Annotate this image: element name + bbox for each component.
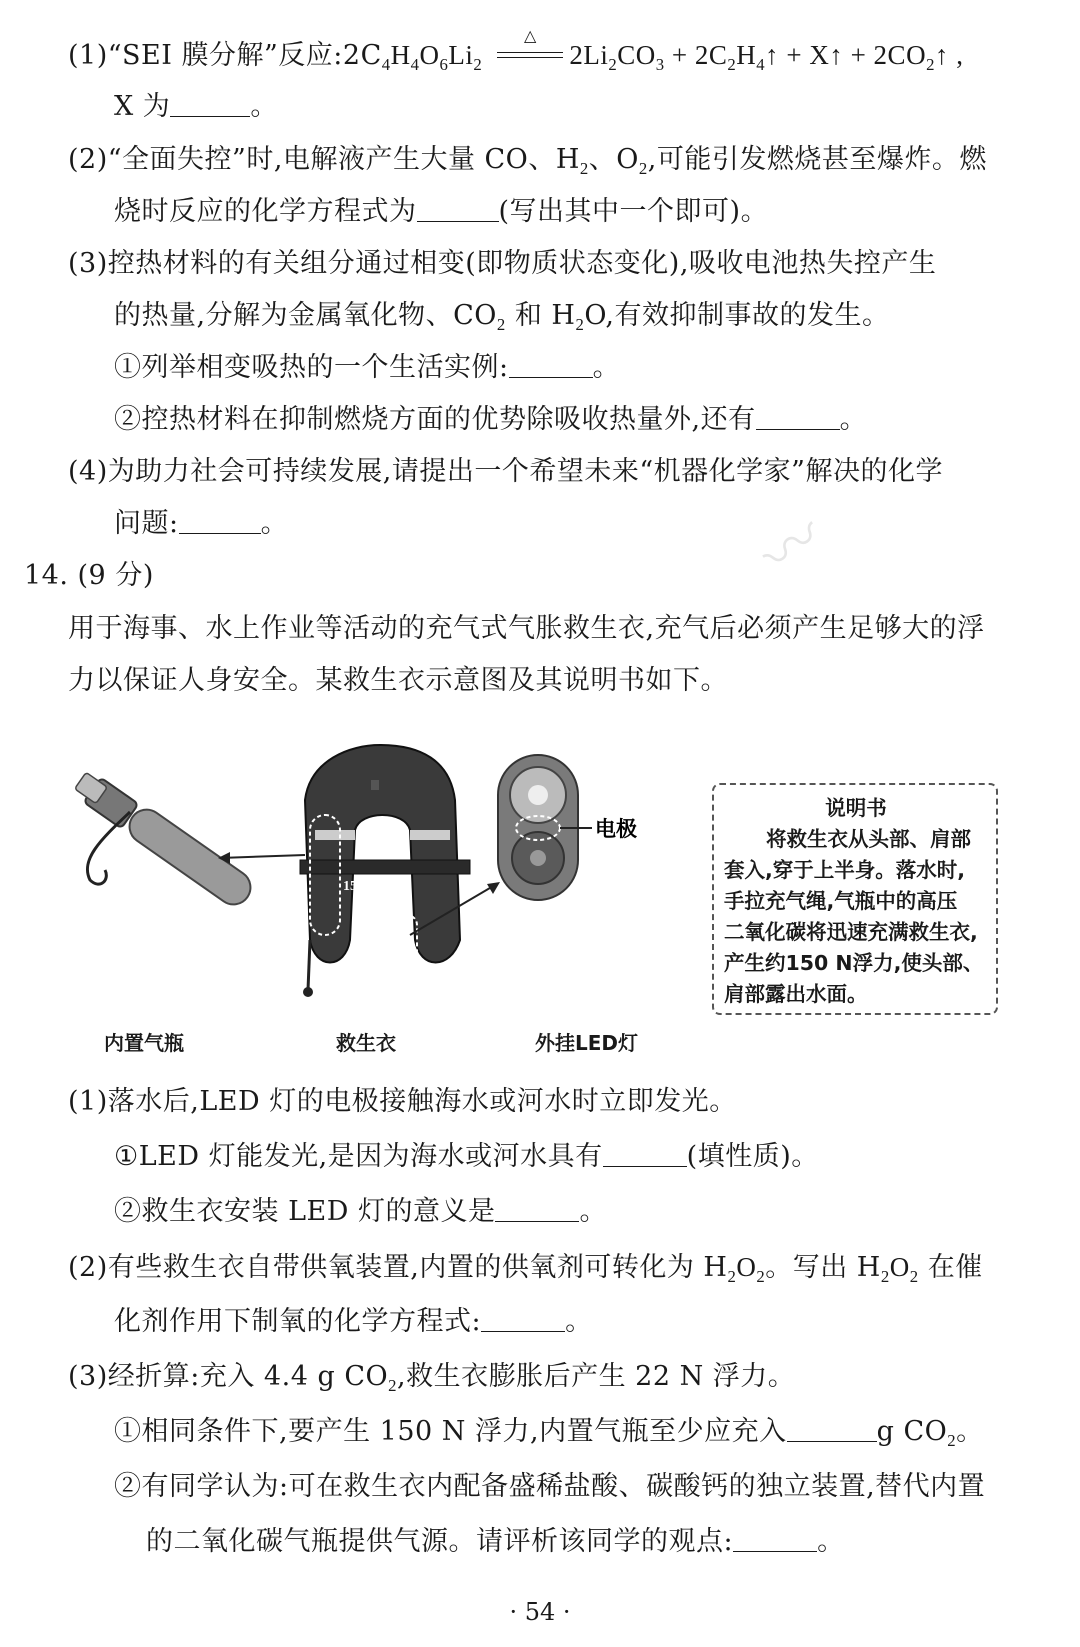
answer-blank[interactable]: [495, 1197, 579, 1222]
manual-line: 手拉充气绳,气瓶中的高压: [724, 889, 958, 913]
caption-led-light: 外挂LED灯: [535, 1031, 639, 1055]
answer-blank[interactable]: [481, 1307, 565, 1332]
q14-header: 14. (9 分): [24, 560, 154, 591]
q13-part2-line1: (2)“全面失控”时,电解液产生大量 CO、$H_2$、$O_2$,可能引发燃烧甚至爆炸。燃: [68, 144, 987, 178]
caption-gas-cylinder: 内置气瓶: [104, 1031, 184, 1055]
equation-condition-arrow: △: [495, 38, 565, 68]
q13-part3-sub1: ①列举相变吸热的一个生活实例: 。: [114, 352, 621, 383]
answer-blank[interactable]: [179, 509, 261, 534]
gas-cylinder-icon: [75, 772, 257, 911]
q14-part3-sub1: ①相同条件下,要产生 150 N 浮力,内置气瓶至少应充入 g $CO_2$。: [114, 1416, 984, 1450]
life-vest-icon: [300, 745, 470, 997]
q13-part1-line1: (1)“SEI 膜分解”反应$:2C_4H_4O_6Li_2$ △ $2Li_2CO_3$ + $2C_2H_4↑$ + X↑ + $2CO_2↑$ ,: [68, 26, 964, 74]
electrode-label: 电极: [595, 817, 637, 841]
q13-part1-line2: X 为 。: [114, 91, 278, 122]
q14-part2-line2: 化剂作用下制氧的化学方程式: 。: [114, 1306, 593, 1337]
manual-title: 说明书: [825, 796, 887, 820]
q14-intro-line1: 用于海事、水上作业等活动的充气式气胀救生衣,充气后必须产生足够大的浮: [68, 613, 985, 644]
pointer-arrow: [220, 855, 305, 858]
q13-part3-line2: 的热量,分解为金属氧化物、$CO_2$ 和 $H_2O$,有效抑制事故的发生。: [114, 300, 890, 334]
manual-line: 肩部露出水面。: [724, 982, 868, 1006]
answer-blank[interactable]: [756, 405, 840, 430]
manual-line: 二氧化碳将迅速充满救生衣,: [724, 920, 978, 944]
q14-part3-sub2-line2: 的二氧化碳气瓶提供气源。请评析该同学的观点: 。: [146, 1526, 845, 1557]
q13-part4-line2: 问题: 。: [114, 508, 289, 539]
vest-buoyancy-label: 150 N: [343, 879, 378, 894]
manual-line: 将救生衣从头部、肩部: [766, 827, 971, 851]
q13-part2-line2: 烧时反应的化学方程式为 (写出其中一个即可)。: [114, 196, 769, 227]
caption-life-vest: 救生衣: [336, 1031, 396, 1055]
watermark: 〰: [748, 501, 838, 593]
answer-blank[interactable]: [170, 92, 250, 117]
q14-part1-sub1: ①LED 灯能发光,是因为海水或河水具有 (填性质)。: [114, 1141, 819, 1172]
manual-line: 套入,穿于上半身。落水时,: [724, 858, 966, 882]
q14-part1-sub2: ②救生衣安装 LED 灯的意义是 。: [114, 1196, 607, 1227]
led-light-icon: [498, 755, 592, 900]
page-number: · 54 ·: [509, 1598, 571, 1626]
q13-part3-line1: (3)控热材料的有关组分通过相变(即物质状态变化),吸收电池热失控产生: [68, 248, 937, 279]
answer-blank[interactable]: [603, 1142, 687, 1167]
q13-part3-sub2: ②控热材料在抑制燃烧方面的优势除吸收热量外,还有 。: [114, 404, 868, 435]
q13-part4-line1: (4)为助力社会可持续发展,请提出一个希望未来“机器化学家”解决的化学: [68, 456, 943, 487]
life-jacket-figure: [60, 740, 700, 1030]
q14-part3-line1: (3)经折算:充入 4.4 g $CO_2$,救生衣膨胀后产生 22 N 浮力。: [68, 1361, 796, 1395]
answer-blank[interactable]: [417, 197, 499, 222]
q14-part2-line1: (2)有些救生衣自带供氧装置,内置的供氧剂可转化为 $H_2O_2$。写出 $H_2O_2$ 在催: [68, 1252, 983, 1286]
instruction-manual-box: [712, 783, 998, 1015]
answer-blank[interactable]: [509, 353, 593, 378]
q14-part3-sub2-line1: ②有同学认为:可在救生衣内配备盛稀盐酸、碳酸钙的独立装置,替代内置: [114, 1471, 986, 1502]
q14-part1-line: (1)落水后,LED 灯的电极接触海水或河水时立即发光。: [68, 1086, 737, 1117]
answer-blank[interactable]: [787, 1417, 877, 1442]
q14-intro-line2: 力以保证人身安全。某救生衣示意图及其说明书如下。: [68, 665, 728, 696]
manual-line: 产生约150 N浮力,使头部、: [724, 951, 984, 975]
answer-blank[interactable]: [733, 1527, 817, 1552]
